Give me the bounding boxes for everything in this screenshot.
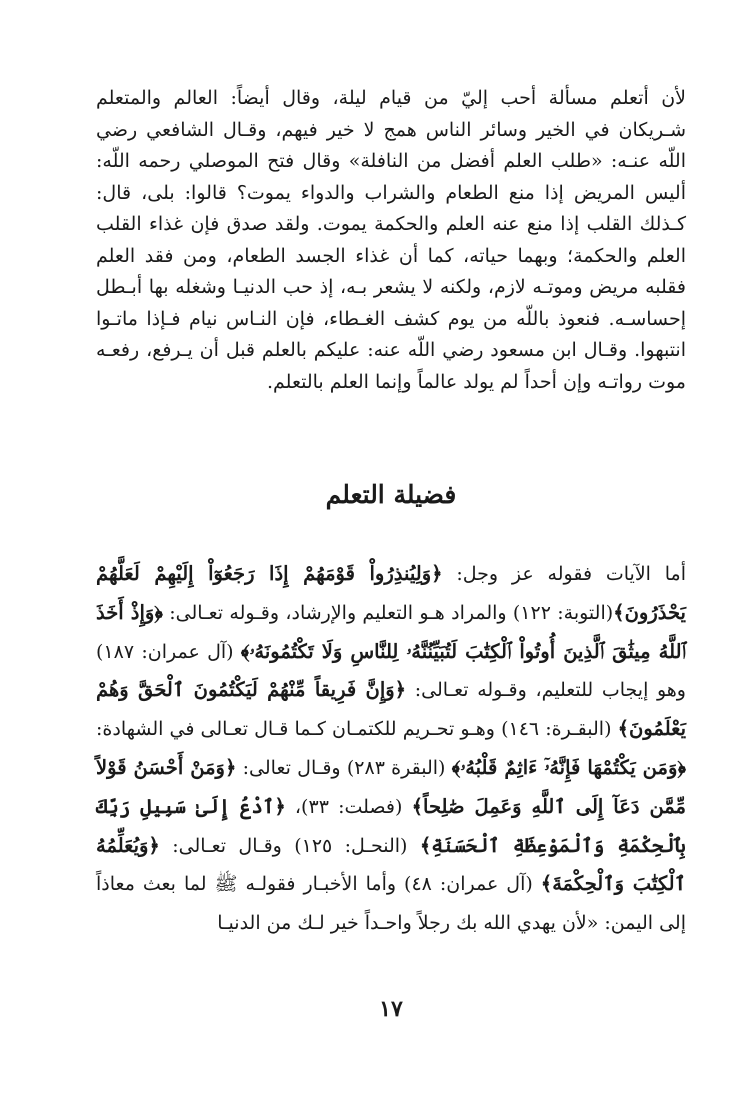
quran-verse: ﴿ٱدْعُ إِلَىٰ سَبِيلِ رَبِّكَ بِٱلْحِكْمَةِ وَٱلْمَوْعِظَةِ ٱلْحَسَنَةِ﴾ [96, 794, 686, 857]
section-heading: فضيلة التعلم [325, 480, 457, 509]
text-run: (النحـل: ١٢٥) وقـال تعـالى: [159, 834, 420, 857]
quran-verse: ﴿وَمَنْ أَحْسَنُ قَوْلاً مِّمَّن دَعَآ إِلَى ٱللَّهِ وَعَمِلَ صَٰلِحاً﴾ [96, 755, 687, 818]
text-run: (آل عمران: ١٨٧) وهو إيجاب للتعليم، وقـوله تعـالى: [96, 640, 686, 702]
quran-verse: ﴿وَإِذْ أَخَذَ ٱللَّهُ مِيثَٰقَ ٱلَّذِينَ أُوتُواْ ٱلْكِتَٰبَ لَتُبَيِّنُنَّهُۥ لِلنَّاسِ وَلَا تَكْتُمُونَهُۥ﴾ [96, 600, 686, 663]
quran-verse: ﴿وَإِنَّ فَرِيقاً مِّنْهُمْ لَيَكْتُمُونَ ٱلْحَقَّ وَهُمْ يَعْلَمُونَ﴾ [96, 678, 686, 741]
body-paragraph-verses [96, 555, 686, 943]
text-run: (البقرة ٢٨٣) وقـال تعالى: [236, 756, 452, 779]
text-run: أما الآيات فقوله عز وجل: [442, 563, 686, 585]
quran-verse: ﴿وَيُعَلِّمُهُ ٱلْكِتَٰبَ وَٱلْحِكْمَةَ﴾ [96, 833, 686, 896]
text-run: (آل عمران: ٤٨) وأما الأخبـار فقولـه ﷺ لما بعث معاذاً إلى اليمن: «لأن يهدي الله بك رجلاً واحـداً خير لـك من الدنيـا [96, 873, 686, 935]
quran-verse: ﴿وَلِيُنذِرُواْ قَوْمَهُمْ إِذَا رَجَعُوٓاْ إِلَيْهِمْ لَعَلَّهُمْ يَحْذَرُونَ﴾ [96, 562, 686, 624]
quran-verse: ﴿وَمَن يَكْتُمْهَا فَإِنَّهُۥٓ ءَاثِمٌ قَلْبُهُۥ﴾ [451, 755, 687, 779]
text-run: (فصلت: ٣٣)، [285, 795, 412, 818]
text-run: (التوبة: ١٢٢) والمراد هـو التعليم والإرشاد، وقـوله تعـالى: [162, 601, 614, 624]
body-paragraph: لأن أتعلم مسألة أحب إليّ من قيام ليلة، وقال أيضاً: العالم والمتعلم شـريكان في الخير وسائر الناس همج لا خير فيهم، وقـال الشافعي رضي اللّه عنـه: «طلب العلم أفضل من النافلة» وقال فتح الموصلي رحمه اللّه: أليس المريض إذا منع الطعام والشراب والدواء يموت؟ قالوا: بلى، قال: كـذلك القلب إذا منع عنه العلم والحكمة يموت. ولقد صدق فإن غذاء القلب العلم والحكمة؛ وبهما حياته، كما أن غذاء الجسد الطعام، ومن فقد العلم فقلبه مريض وموتـه لازم، ولكنه لا يشعر بـه، إذ حب الدنيـا وشغله بها أبـطل إحساسـه. فنعوذ باللّه من يوم كشف الغـطاء، فإن النـاس نيام فـإذا ماتـوا انتبهوا. وقـال ابن مسعود رضي اللّه عنه: عليكم بالعلم قبل أن يـرفع، رفعـه موت رواتـه وإن أحداً لم يولد عالماً وإنما العلم بالتعلم. [96, 87, 687, 393]
text-run: (البقـرة: ١٤٦) وهـو تحـريم للكتمـان كـما قـال تعـالى في الشهادة: [96, 718, 618, 741]
page-number: ١٧ [379, 996, 403, 1022]
